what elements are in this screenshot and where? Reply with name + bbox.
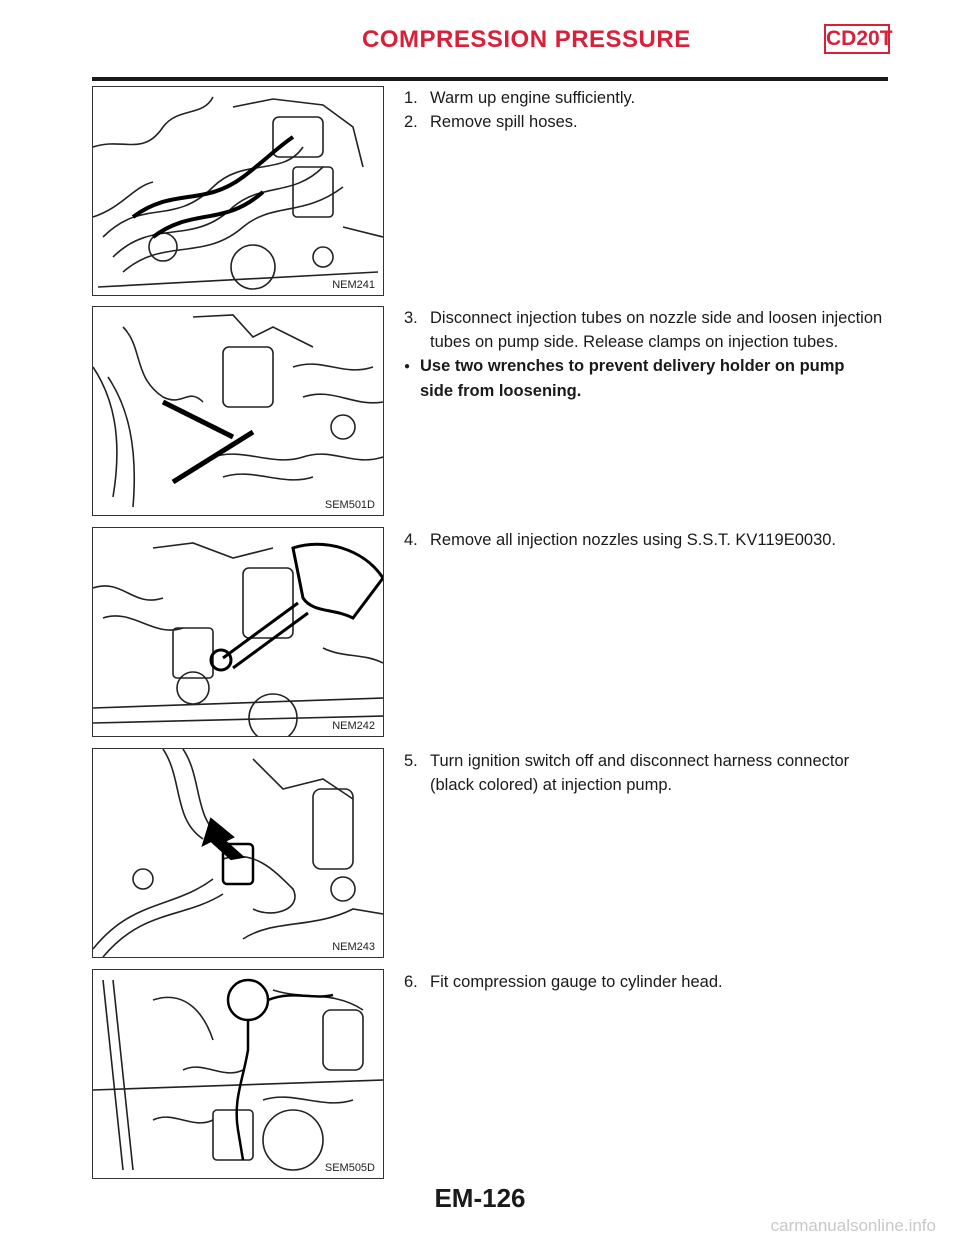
engine-spill-hoses-illustration <box>93 87 383 295</box>
step-text: Warm up engine sufficiently. <box>430 89 636 107</box>
step-text-line1: Disconnect injection tubes on nozzle side and loosen injection <box>430 309 883 327</box>
step-5 <box>404 749 888 797</box>
figure-id: NEM242 <box>332 720 375 732</box>
figure-id: SEM505D <box>324 1162 375 1174</box>
step-3 <box>404 306 888 354</box>
step-4 <box>404 528 888 552</box>
bullet-icon: ● <box>404 361 411 372</box>
step-number: 5. <box>404 752 418 770</box>
figure-id: SEM501D <box>324 499 375 511</box>
watermark: carmanualsonline.info <box>770 1216 936 1235</box>
step-text: Remove spill hoses. <box>430 113 578 131</box>
figure-compression-gauge <box>92 969 384 1179</box>
step-text: Fit compression gauge to cylinder head. <box>430 973 723 991</box>
step-text: Remove all injection nozzles using S.S.T. KV119E0030. <box>430 531 837 549</box>
compression-gauge-illustration <box>93 970 383 1178</box>
step-number: 4. <box>404 531 418 549</box>
caution-line2: side from loosening. <box>420 382 582 400</box>
figure-nozzle-wrench <box>92 527 384 737</box>
figure-spill-hoses <box>92 86 384 296</box>
step-number: 3. <box>404 309 418 327</box>
figure-id: NEM243 <box>332 941 375 953</box>
engine-code-badge: CD20T <box>824 24 890 54</box>
harness-connector-illustration <box>93 749 383 957</box>
page-number: EM-126 <box>434 1183 526 1213</box>
step-6 <box>404 970 888 994</box>
nozzle-wrench-illustration <box>93 528 383 736</box>
step-number: 1. <box>404 89 418 107</box>
caution-line1: Use two wrenches to prevent delivery holder on pump <box>420 357 845 375</box>
step-text-line1: Turn ignition switch off and disconnect harness connector <box>430 752 850 770</box>
figure-two-wrenches <box>92 306 384 516</box>
header-divider <box>92 77 888 81</box>
caution-note <box>404 354 888 403</box>
figure-id: NEM241 <box>332 279 375 291</box>
page-title: COMPRESSION PRESSURE <box>362 26 691 53</box>
step-text-line2: tubes on pump side. Release clamps on injection tubes. <box>430 333 839 351</box>
two-wrenches-illustration <box>93 307 383 515</box>
step-text-line2: (black colored) at injection pump. <box>430 776 673 794</box>
figure-harness-connector <box>92 748 384 958</box>
step-2 <box>404 110 888 134</box>
step-number: 2. <box>404 113 418 131</box>
step-number: 6. <box>404 973 418 991</box>
step-1 <box>404 86 888 110</box>
